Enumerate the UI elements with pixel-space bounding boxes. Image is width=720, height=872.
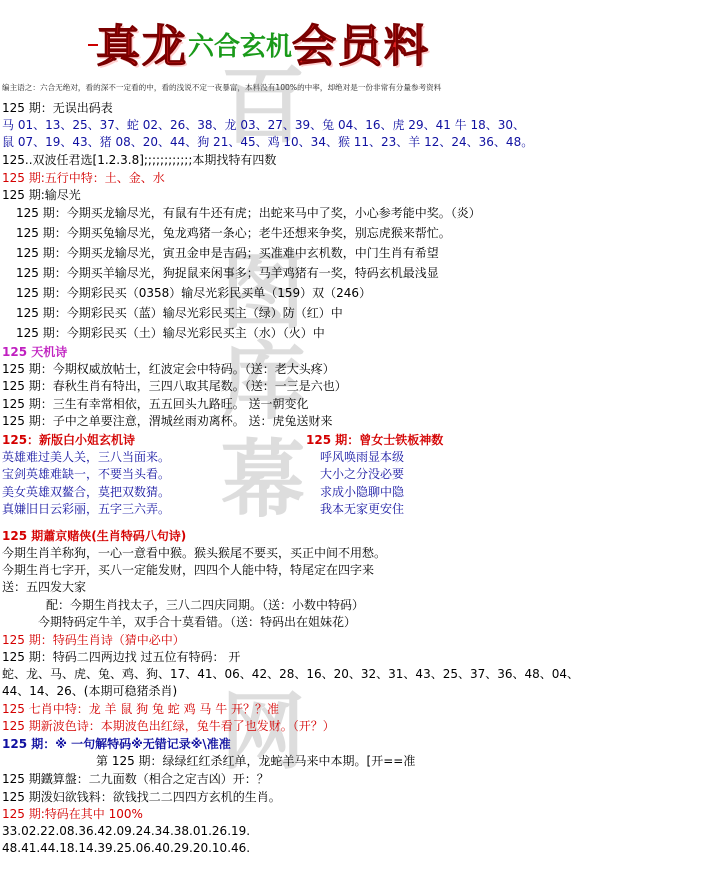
text-line: 125 期：春秋生肖有特出，三四八取其尾数。（送：一三是六也） [2,379,347,393]
watermark-char: 幕 [220,430,305,529]
text-line: 125 期：今期买羊输尽光，狗捉鼠来闲事多；马羊鸡猪有一奖，特码玄机最浅显 [16,266,439,280]
text-line: 125..双波任君选[1.2.3.8];;;;;;;;;;;;本期找特有四数 [2,153,277,167]
site-logo [96,10,536,72]
number-line: 48.41.44.18.14.39.25.06.40.29.20.10.46. [2,841,251,855]
text-line: 125 期:输尽光 [2,188,81,202]
text-line: 第 125 期：绿绿红红杀红单，龙蛇羊马来中本期。[开==准 [96,754,416,768]
text-line: 125 期：三生有幸常相依，五五回头九路旺。 送一朝变化 [2,397,309,411]
logo-part2: 六合玄机 [188,32,293,62]
text-line: 125 期：子中之单要注意，渭城丝雨劝离杯。 送：虎兔送财来 [2,414,333,428]
text-line: 44、14、26、(本期可稳猪杀肖) [2,684,178,698]
text-line: 125 期：今期权威放帖士，红波定会中特码。（送：老大头疼） [2,362,335,376]
left-poem-line: 美女英雄双鳌合，莫把双数猜。 [2,485,171,499]
text-line: 今期生肖七字开，买八一定能发财，四四个人能中特，特尾定在四字来 [2,563,375,577]
right-poem-line: 求成小隐聊中隐 [320,485,405,499]
text-line: 今期特码定牛羊，双手合十莫看错。（送：特码出在姐妹花） [38,615,357,629]
watermark-char: 库 [220,332,305,431]
section-heading: 125 期:五行中特：土、金、水 [2,171,165,185]
text-line: 125 期：今期彩民买（0358）输尽光彩民买单（159）双（246） [16,286,372,300]
watermark-char: 百 [220,56,305,155]
right-poem-title: 125 期：曾女士铁板神数 [306,433,444,447]
watermark-char: 图 [220,242,305,341]
section-heading: 125 期新波色诗：本期波色出红绿，兔牛看了也发财。（开？） [2,719,335,733]
right-poem-line: 大小之分没必要 [320,467,405,481]
text-line: 蛇、龙、马、虎、兔、鸡、狗、17、41、06、42、28、16、20、32、31、43、25、37、36、48、04、 [2,667,580,681]
text-line: 125 期：今期买龙输尽光，寅丑金申是吉码；买准难中玄机数，中门生肖有希望 [16,246,439,260]
text-line: 今期生肖羊称狗，一心一意看中猴。猴头猴尾不要买，买正中间不用愁。 [2,546,387,560]
left-poem-line: 真嫌旧日云彩丽，五字三六弄。 [2,502,171,516]
text-line: 125 期：无误出码表 [2,101,113,115]
text-line: 125 期泼妇欲钱料：欲钱找二二四四方玄机的生肖。 [2,790,281,804]
text-line: 配：今期生肖找太子，三八二四庆同期。（送：小数中特码） [46,598,365,612]
left-poem-title: 125：新版白小姐玄机诗 [2,433,136,447]
text-line: 鼠 07、19、43、猪 08、20、44、狗 21、45、鸡 10、34、猴 11、23、羊 12、24、36、48。 [2,135,534,149]
text-line: 125 期鐵算盤：二九面数（相合之定吉凶）开：？ [2,772,269,786]
section-heading: 125 七肖中特：龙 羊 鼠 狗 兔 蛇 鸡 马 牛 开？？准 [2,702,280,716]
left-poem-line: 英雄难过美人关，三八当面来。 [2,450,171,464]
right-poem-line: 呼风唤雨显本级 [320,450,405,464]
section-heading: 125 期：特码生肖诗（猜中必中） [2,633,185,647]
text-line: 125 期：今期彩民买（土）输尽光彩民买主（水）（火）中 [16,326,325,340]
disclaimer-note: 编主语之：六合无绝对，看的深不一定看的中，看的浅说不定一夜暴富，本料没有100%的中率，却绝对是一份非常有分量参考资料 [2,83,442,92]
right-poem-line: 我本无家更安住 [320,502,405,516]
text-line: 125 期：今期彩民买（蓝）输尽光彩民买主（绿）防（红）中 [16,306,343,320]
text-line: 125 期：特码二四两边找 过五位有特码： 开 [2,650,241,664]
logo-part3: 会员料 [292,21,431,72]
section-heading: 125 天机诗 [2,345,68,359]
left-poem-line: 宝剑英雄难缺一，不要当头看。 [2,467,171,481]
number-line: 33.02.22.08.36.42.09.24.34.38.01.26.19. [2,824,251,838]
text-line: 125 期：今期买龙输尽光，有鼠有牛还有虎；出蛇来马中了奖，小心参考能中奖。（炎） [16,206,481,220]
text-line: 125 期：今期买兔输尽光，兔龙鸡猪一条心；老牛还想来争奖，别忘虎猴来帮忙。 [16,226,451,240]
section-heading: 125 期蕭京赌侠(生肖特码八句诗) [2,529,187,543]
section-heading: 125 期：※ 一句解特码※无错记录※\准准 [2,737,231,751]
watermark-char: 网 [220,682,305,781]
text-line: 马 01、13、25、37、蛇 02、26、38、龙 03、27、39、兔 04、16、虎 29、41 牛 18、30、 [2,118,526,132]
logo-part1: 真龙 [96,21,188,72]
text-line: 送：五四发大家 [2,580,87,594]
section-heading: 125 期:特码在其中 100% [2,807,143,821]
